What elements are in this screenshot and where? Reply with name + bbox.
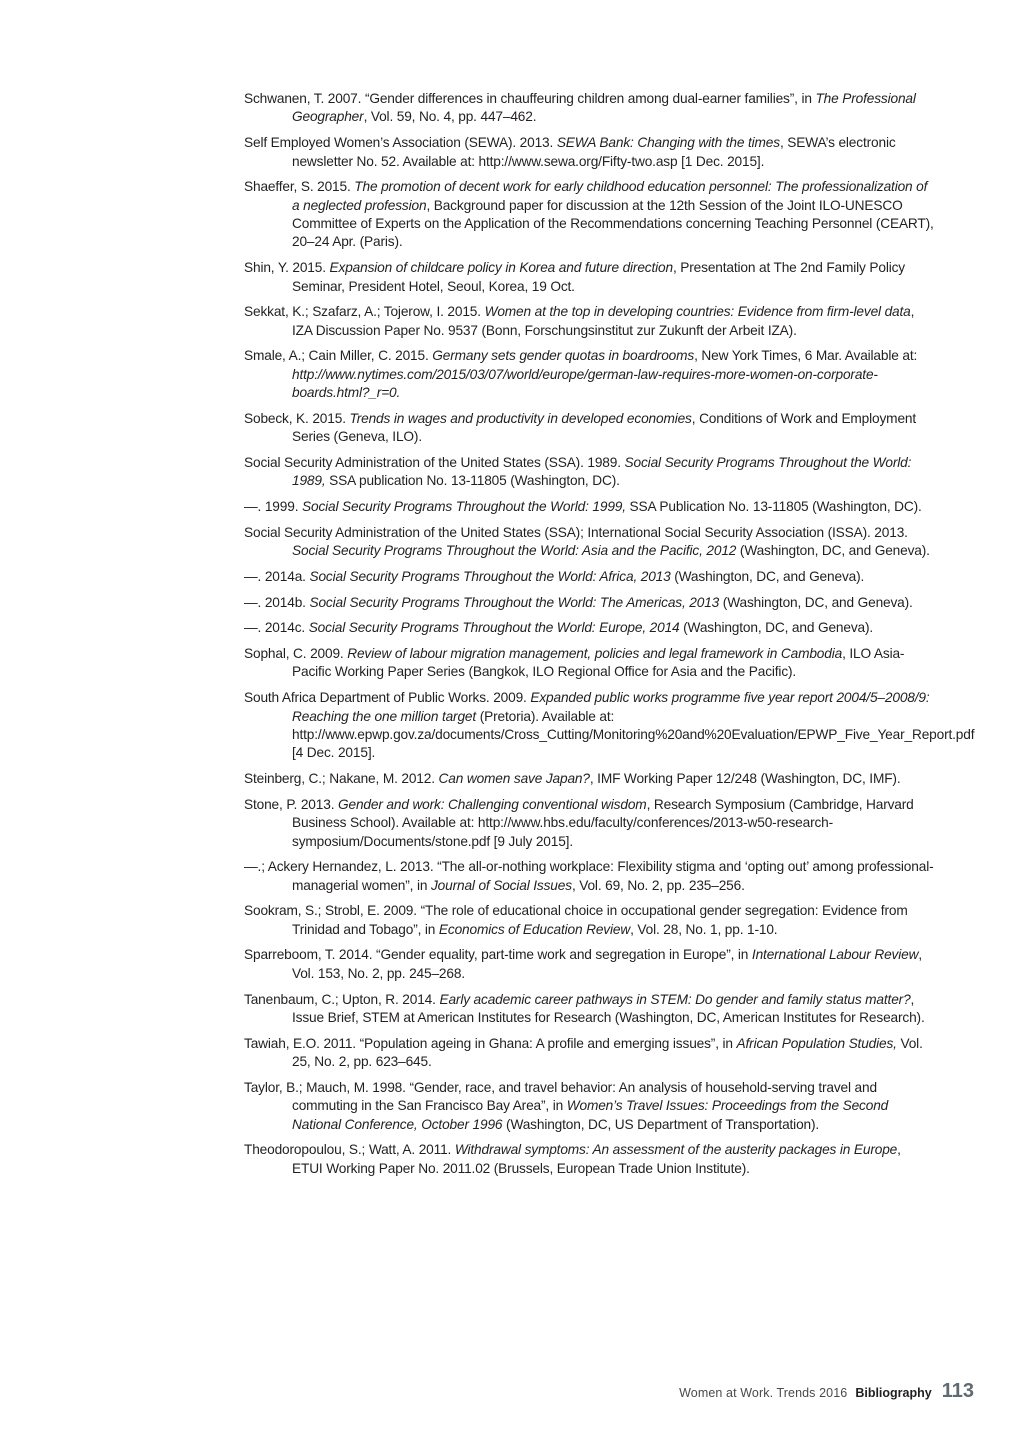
- reference-title: Economics of Education Review: [438, 921, 631, 937]
- reference-entry: [244, 568, 934, 586]
- reference-title: Gender and work: Challenging conventional wisdom: [338, 796, 647, 812]
- reference-text: “Gender differences in chauffeuring children among dual-earner families”, in: [364, 91, 816, 106]
- reference-title: The promotion of decent work for early childhood education personnel: The professionalization of a neglected profession: [292, 179, 928, 213]
- reference-author-year: Sparreboom, T. 2014.: [244, 947, 377, 963]
- reference-text: , SEWA’s electronic newsletter No. 52. Available at: http://www.sewa.org/Fifty-two.asp [1 Dec. 2015].: [292, 135, 896, 169]
- reference-entry: [244, 1141, 934, 1178]
- reference-title: Expansion of childcare policy in Korea and future direction: [329, 260, 673, 276]
- reference-text: SSA Publication No. 13-11805 (Washington, DC).: [625, 499, 922, 515]
- reference-text: , ILO Asia-Pacific Working Paper Series (Bangkok, ILO Regional Office for Asia and the Pacific).: [292, 646, 905, 680]
- reference-author-year: Smale, A.; Cain Miller, C. 2015.: [244, 348, 433, 364]
- reference-text: , IMF Working Paper 12/248 (Washington, DC, IMF).: [589, 771, 901, 787]
- reference-entry: [244, 303, 934, 340]
- reference-title: Trends in wages and productivity in developed economies: [349, 410, 692, 426]
- reference-title: Can women save Japan?: [438, 771, 590, 787]
- reference-author-year: —.; Ackery Hernandez, L. 2013.: [244, 859, 438, 875]
- reference-title: International Labour Review: [751, 947, 919, 963]
- reference-title: Social Security Programs Throughout the World: Asia and the Pacific, 2012: [292, 543, 737, 559]
- reference-author-year: Sophal, C. 2009.: [244, 646, 348, 662]
- page-number: 113: [941, 1380, 974, 1402]
- reference-title: Social Security Programs Throughout the World: 1999,: [302, 499, 626, 515]
- reference-author-year: —. 2014a.: [244, 568, 310, 584]
- reference-entry: [244, 796, 934, 851]
- reference-author-year: Steinberg, C.; Nakane, M. 2012.: [244, 771, 439, 787]
- reference-title: Social Security Programs Throughout the World: Africa, 2013: [309, 568, 671, 584]
- reference-entry: [244, 90, 934, 127]
- reference-author-year: Tawiah, E.O. 2011.: [244, 1035, 360, 1051]
- reference-text: (Washington, DC, and Geneva).: [736, 543, 930, 559]
- reference-title: Expanded public works programme five year report 2004/5–2008/9: Reaching the one million target: [292, 690, 930, 724]
- reference-author-year: Shaeffer, S. 2015.: [244, 179, 355, 195]
- reference-entry: [244, 524, 934, 561]
- reference-author-year: —. 2014b.: [244, 594, 310, 610]
- reference-author-year: Taylor, B.; Mauch, M. 1998.: [244, 1079, 410, 1095]
- reference-text: “Gender equality, part-time work and segregation in Europe”, in: [376, 947, 752, 963]
- reference-entry: [244, 645, 934, 682]
- reference-title: Women’s Travel Issues: Proceedings from the Second National Conference, October 1996: [292, 1098, 889, 1132]
- reference-title: Journal of Social Issues: [430, 877, 572, 893]
- reference-text: (Pretoria). Available at: http://www.epwp.gov.za/documents/Cross_Cutting/Monitoring%20and%20Evaluation/EPWP_Five_Year_Report.pdf [4 Dec. 2015].: [292, 708, 975, 761]
- reference-author-year: South Africa Department of Public Works. 2009.: [244, 690, 531, 706]
- reference-text: , Conditions of Work and Employment Series (Geneva, ILO).: [292, 410, 917, 445]
- page-footer: [679, 1380, 974, 1403]
- reference-text: (Washington, DC, and Geneva).: [670, 568, 865, 584]
- reference-text: , Vol. 153, No. 2, pp. 245–268.: [292, 947, 922, 981]
- reference-title: African Population Studies,: [736, 1035, 897, 1051]
- reference-title: Social Security Programs Throughout the World: The Americas, 2013: [309, 594, 720, 610]
- reference-text: “Population ageing in Ghana: A profile and emerging issues”, in: [359, 1035, 737, 1051]
- reference-author-year: Stone, P. 2013.: [244, 796, 338, 812]
- section-title: Bibliography: [855, 1386, 932, 1400]
- reference-text: , IZA Discussion Paper No. 9537 (Bonn, Forschungsinstitut zur Zukunft der Arbeit IZA).: [292, 304, 915, 338]
- reference-text: , Vol. 59, No. 4, pp. 447–462.: [363, 109, 537, 125]
- reference-entry: [244, 347, 934, 402]
- reference-title: Social Security Programs Throughout the World: Europe, 2014: [308, 620, 680, 636]
- reference-text: , New York Times, 6 Mar. Available at:: [694, 348, 918, 364]
- reference-author-year: Sookram, S.; Strobl, E. 2009.: [244, 903, 421, 919]
- reference-entry: [244, 619, 934, 637]
- reference-title: http://www.nytimes.com/2015/03/07/world/europe/german-law-requires-more-women-on-corporate-boards.html?_r=0.: [292, 366, 878, 401]
- reference-entry: [244, 902, 934, 939]
- reference-title: Withdrawal symptoms: An assessment of the austerity packages in Europe: [454, 1142, 898, 1158]
- reference-text: , Research Symposium (Cambridge, Harvard Business School). Available at: http://www.hbs.edu/faculty/conferences/2013-w50-research-symposium/Documents/stone.pdf [9 July 2015].: [292, 796, 914, 849]
- reference-entry: [244, 770, 934, 788]
- reference-author-year: Shin, Y. 2015.: [244, 260, 330, 276]
- reference-text: “The role of educational choice in occupational gender segregation: Evidence from Trinidad and Tobago”, in: [292, 903, 908, 937]
- reference-entry: [244, 991, 934, 1028]
- reference-author-year: Sekkat, K.; Szafarz, A.; Tojerow, I. 2015.: [244, 304, 485, 320]
- reference-text: , Vol. 28, No. 1, pp. 1-10.: [630, 921, 778, 937]
- reference-entry: [244, 410, 934, 447]
- reference-text: (Washington, DC, and Geneva).: [679, 620, 874, 636]
- reference-text: , Presentation at The 2nd Family Policy Seminar, President Hotel, Seoul, Korea, 19 Oct.: [292, 260, 905, 294]
- reference-author-year: —. 2014c.: [244, 620, 309, 636]
- reference-entry: [244, 498, 934, 516]
- reference-author-year: Social Security Administration of the United States (SSA); International Social Security Association (ISSA). 2013.: [244, 524, 908, 540]
- reference-text: “The all-or-nothing workplace: Flexibility stigma and ‘opting out’ among professional-managerial women”, in: [292, 859, 934, 893]
- reference-entry: [244, 454, 934, 491]
- reference-entry: [244, 1035, 934, 1072]
- reference-text: , Background paper for discussion at the 12th Session of the Joint ILO-UNESCO Committee of Experts on the Application of the Recommendations concerning Teaching Personnel (CEART), 20–24 Apr. (Paris).: [292, 197, 934, 250]
- reference-text: (Washington, DC, US Department of Transportation).: [502, 1116, 820, 1132]
- reference-entry: [244, 134, 934, 171]
- reference-text: , Issue Brief, STEM at American Institutes for Research (Washington, DC, American Institutes for Research).: [292, 991, 925, 1025]
- reference-entry: [244, 858, 934, 895]
- reference-text: Vol. 25, No. 2, pp. 623–645.: [292, 1035, 923, 1070]
- reference-title: Women at the top in developing countries: Evidence from firm-level data: [484, 304, 911, 320]
- reference-text: (Washington, DC, and Geneva).: [719, 594, 913, 610]
- reference-author-year: Theodoropoulou, S.; Watt, A. 2011.: [244, 1142, 455, 1158]
- reference-author-year: Tanenbaum, C.; Upton, R. 2014.: [244, 991, 440, 1007]
- reference-author-year: —. 1999.: [244, 499, 302, 515]
- reference-text: , Vol. 69, No. 2, pp. 235–256.: [571, 877, 745, 893]
- reference-list: [244, 90, 975, 1185]
- reference-entry: [244, 594, 934, 612]
- reference-entry: [244, 178, 934, 252]
- reference-title: Early academic career pathways in STEM: Do gender and family status matter?: [439, 991, 911, 1007]
- reference-entry: [244, 946, 934, 983]
- reference-text: , ETUI Working Paper No. 2011.02 (Brussels, European Trade Union Institute).: [292, 1142, 901, 1176]
- reference-title: The Professional Geographer: [292, 91, 916, 125]
- reference-entry: [244, 259, 934, 296]
- reference-author-year: Schwanen, T. 2007.: [244, 91, 365, 106]
- reference-author-year: Sobeck, K. 2015.: [244, 410, 350, 426]
- reference-entry: [244, 689, 975, 763]
- publication-title: Women at Work. Trends 2016: [679, 1386, 848, 1400]
- reference-author-year: Social Security Administration of the United States (SSA). 1989.: [244, 454, 625, 470]
- reference-text: SSA publication No. 13-11805 (Washington, DC).: [325, 473, 620, 489]
- reference-entry: [244, 1079, 934, 1134]
- reference-title: Germany sets gender quotas in boardrooms: [432, 348, 695, 364]
- reference-title: Review of labour migration management, policies and legal framework in Cambodia: [347, 646, 843, 662]
- reference-title: Social Security Programs Throughout the World: 1989,: [292, 454, 912, 489]
- reference-title: SEWA Bank: Changing with the times: [556, 135, 780, 151]
- reference-text: “Gender, race, and travel behavior: An analysis of household-serving travel and commuting in the San Francisco Bay Area”, in: [292, 1079, 877, 1114]
- reference-author-year: Self Employed Women’s Association (SEWA). 2013.: [244, 135, 557, 151]
